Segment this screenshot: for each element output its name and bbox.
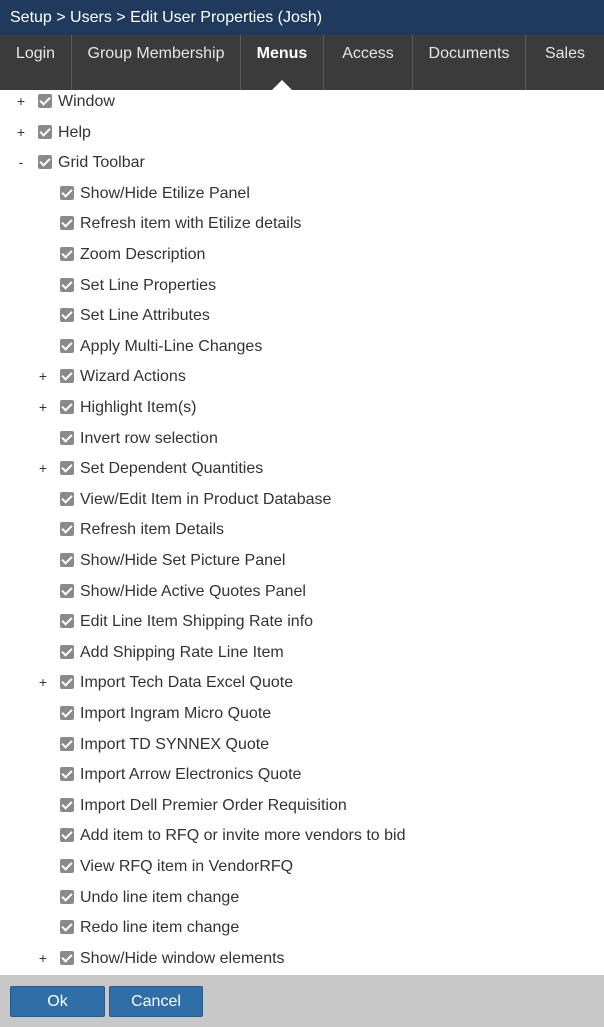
tree-item-checkbox[interactable] — [60, 767, 74, 781]
tree-item — [0, 245, 604, 267]
tab-bar — [0, 35, 604, 90]
expand-toggle-icon[interactable]: + — [38, 368, 48, 385]
tree-item-label: Set Line Attributes — [80, 307, 210, 325]
tree-item-checkbox[interactable] — [60, 920, 74, 934]
tree-item-checkbox[interactable] — [60, 951, 74, 965]
tab-sales[interactable] — [526, 35, 604, 90]
expand-toggle-icon[interactable]: + — [38, 949, 48, 966]
tree-item-checkbox[interactable] — [60, 492, 74, 506]
collapse-toggle-icon[interactable]: - — [18, 154, 24, 171]
tree-item-checkbox[interactable] — [60, 186, 74, 200]
tab-label: Login — [15, 45, 56, 62]
tab-label: Access — [342, 45, 394, 62]
ok-button[interactable]: Ok — [10, 986, 105, 1017]
tree-item — [0, 429, 604, 451]
tree-item-checkbox[interactable] — [60, 706, 74, 720]
tree-item — [0, 918, 604, 940]
tab-label: Documents — [428, 45, 510, 62]
tree-item-label: Show/Hide window elements — [80, 949, 285, 967]
tree-item — [0, 276, 604, 298]
tab-group-membership[interactable] — [72, 35, 241, 90]
expand-toggle-icon[interactable]: + — [16, 93, 26, 109]
expand-toggle-icon[interactable]: + — [38, 399, 48, 415]
tree-item — [0, 184, 604, 206]
tree-item-checkbox[interactable] — [60, 614, 74, 628]
tree-item — [0, 337, 604, 359]
tree-item — [0, 123, 604, 145]
tree-item — [0, 949, 604, 971]
tree-item — [0, 765, 604, 787]
tree-item-label: Import Arrow Electronics Quote — [80, 766, 302, 784]
tab-menus[interactable] — [241, 35, 324, 90]
tree-item-checkbox[interactable] — [60, 431, 74, 445]
tree-item-checkbox[interactable] — [60, 645, 74, 659]
tree-item — [0, 520, 604, 542]
tree-item-label: View/Edit Item in Product Database — [80, 490, 332, 508]
tree-item — [0, 612, 604, 634]
breadcrumb-title: Setup > Users > Edit User Properties (Josh) — [10, 9, 323, 26]
tree-item — [0, 582, 604, 604]
tree-item-label: Wizard Actions — [80, 368, 186, 386]
expand-toggle-icon[interactable]: + — [16, 123, 26, 140]
tree-item-checkbox[interactable] — [60, 369, 74, 383]
expand-toggle-icon[interactable]: + — [38, 674, 48, 691]
tree-item — [0, 826, 604, 848]
cancel-button[interactable]: Cancel — [109, 986, 203, 1017]
tree-item-checkbox[interactable] — [60, 828, 74, 842]
tree-item-label: Refresh item with Etilize details — [80, 215, 302, 233]
tree-item-label: Zoom Description — [80, 246, 206, 263]
tree-item-label: View RFQ item in VendorRFQ — [80, 858, 294, 875]
tree-item — [0, 888, 604, 910]
tree-item — [0, 459, 604, 481]
tree-item — [0, 306, 604, 328]
tree-item — [0, 398, 604, 420]
tree-item-label: Invert row selection — [80, 429, 218, 447]
tree-item-checkbox[interactable] — [60, 584, 74, 598]
tree-item-label: Import TD SYNNEX Quote — [80, 735, 270, 753]
tree-item — [0, 796, 604, 818]
tree-item — [0, 153, 604, 175]
tree-item-label: Undo line item change — [80, 888, 240, 906]
tree-item-checkbox[interactable] — [60, 798, 74, 812]
menu-permission-tree — [0, 90, 604, 975]
tree-item-checkbox[interactable] — [60, 890, 74, 904]
tree-item — [0, 857, 604, 879]
tree-item — [0, 551, 604, 573]
tree-item-label: Set Dependent Quantities — [80, 460, 264, 478]
tree-item-label: Highlight Item(s) — [80, 399, 197, 416]
tab-label: Sales — [544, 45, 586, 62]
tree-item-checkbox[interactable] — [38, 155, 52, 169]
tree-item-checkbox[interactable] — [60, 247, 74, 261]
tree-item-checkbox[interactable] — [60, 216, 74, 230]
tree-item — [0, 643, 604, 665]
expand-toggle-icon[interactable]: + — [38, 460, 48, 477]
tab-login[interactable] — [0, 35, 72, 90]
tree-item-checkbox[interactable] — [38, 125, 52, 139]
tree-item-checkbox[interactable] — [60, 553, 74, 567]
tree-item-checkbox[interactable] — [60, 737, 74, 751]
tree-item-label: Import Dell Premier Order Requisition — [80, 796, 347, 814]
tree-item-label: Show/Hide Set Picture Panel — [80, 552, 286, 569]
tab-documents[interactable] — [413, 35, 526, 90]
tree-item — [0, 367, 604, 389]
tree-item-label: Add Shipping Rate Line Item — [80, 643, 284, 661]
tree-item-label: Show/Hide Active Quotes Panel — [80, 582, 306, 600]
tree-item-checkbox[interactable] — [60, 859, 74, 873]
tree-item — [0, 704, 604, 726]
tree-item-label: Edit Line Item Shipping Rate info — [80, 613, 314, 631]
dialog-footer — [0, 975, 604, 1027]
tree-item — [0, 673, 604, 695]
tree-item — [0, 92, 604, 114]
tree-item-checkbox[interactable] — [60, 278, 74, 292]
tree-item-label: Redo line item change — [80, 919, 240, 937]
tree-item-label: Window — [58, 93, 115, 110]
tree-item-label: Apply Multi-Line Changes — [80, 337, 263, 355]
tab-access[interactable] — [324, 35, 413, 90]
tree-item-label: Refresh item Details — [80, 521, 225, 539]
tree-item-checkbox[interactable] — [60, 308, 74, 322]
tree-item-checkbox[interactable] — [38, 94, 52, 108]
tree-item-checkbox[interactable] — [60, 400, 74, 414]
tree-item — [0, 490, 604, 512]
tree-item-label: Import Ingram Micro Quote — [80, 705, 272, 722]
tree-item-label: Show/Hide Etilize Panel — [80, 184, 250, 202]
window-title-bar — [0, 0, 604, 35]
tree-item-label: Grid Toolbar — [58, 154, 145, 172]
tab-label: Group Membership — [87, 45, 225, 62]
tree-item-label: Set Line Properties — [80, 276, 217, 294]
tree-item-checkbox[interactable] — [60, 522, 74, 536]
tree-item-label: Import Tech Data Excel Quote — [80, 674, 294, 692]
tree-item — [0, 735, 604, 757]
tree-item — [0, 214, 604, 236]
tree-item-checkbox[interactable] — [60, 461, 74, 475]
tab-label: Menus — [256, 45, 308, 62]
tree-item-label: Add item to RFQ or invite more vendors to bid — [80, 827, 406, 845]
tree-item-label: Help — [58, 123, 91, 141]
tree-item-checkbox[interactable] — [60, 675, 74, 689]
tree-item-checkbox[interactable] — [60, 339, 74, 353]
